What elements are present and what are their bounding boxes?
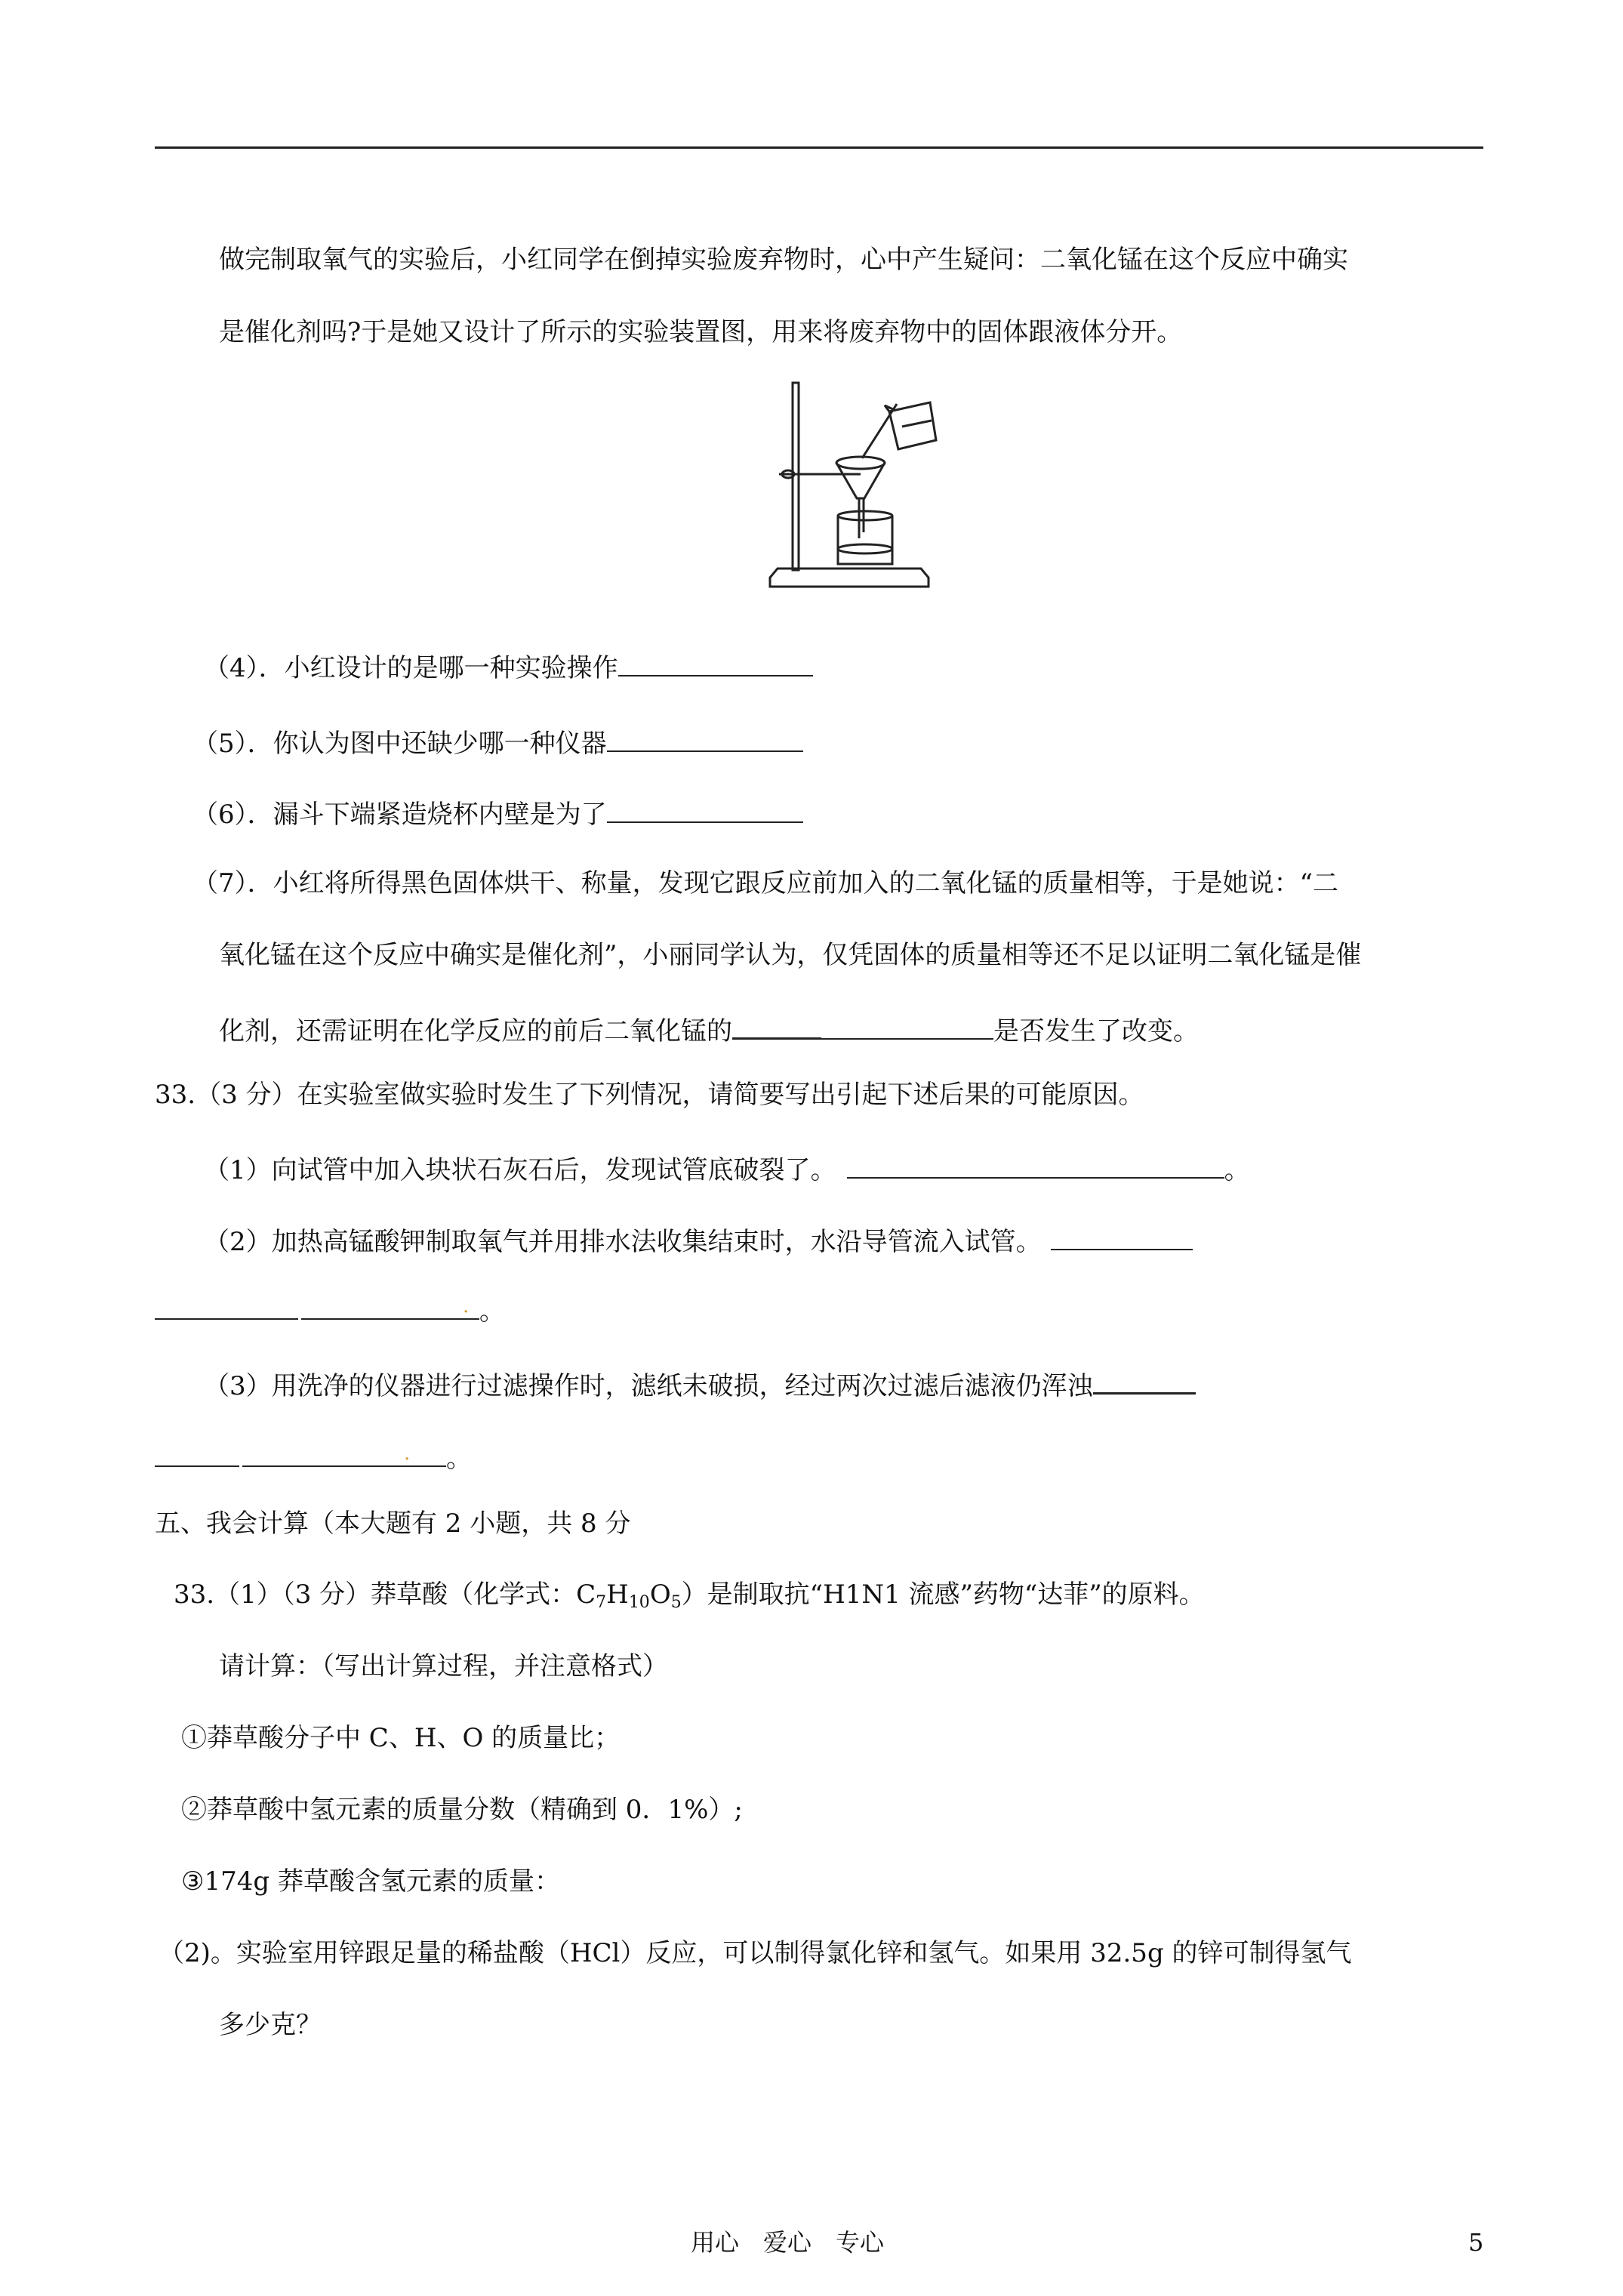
question-5: （5）．你认为图中还缺少哪一种仪器 [192,723,803,760]
answer-blank-5[interactable] [607,723,803,752]
answer-blank-33-3b[interactable] [155,1438,239,1467]
answer-blank-33-2b[interactable] [155,1291,298,1320]
calc-item-2: ②莽草酸中氢元素的质量分数（精确到 0．1%）; [181,1795,743,1825]
filtration-apparatus-figure [762,374,944,600]
intro-line-2: 是催化剂吗?于是她又设计了所示的实验装置图，用来将废弃物中的固体跟液体分开。 [219,317,1183,347]
question-7-line-1: （7）．小红将所得黑色固体烘干、称量，发现它跟反应前加入的二氧化锰的质量相等，于是她说：“二 [192,868,1339,898]
answer-blank-33-2a[interactable] [1051,1222,1193,1250]
question-33-part-2: （2）加热高锰酸钾制取氧气并用排水法收集结束时，水沿导管流入试管。 [204,1222,1193,1259]
answer-blank-4[interactable] [618,648,813,676]
answer-blank-33-3c[interactable]: . [242,1438,446,1467]
question-33-part-1: （1）向试管中加入块状石灰石后，发现试管底破裂了。 。 [204,1150,1250,1187]
question-33-part-3-continued: . 。 [155,1438,472,1475]
question-4: （4）．小红设计的是哪一种实验操作 [204,648,813,685]
question-7-line-3: 化剂，还需证明在化学反应的前后二氧化锰的 是否发生了改变。 [219,1010,1199,1048]
calc-question-2-line-1: （2)。实验室用锌跟足量的稀盐酸（HCl）反应，可以制得氯化锌和氢气。如果用 32.5g 的锌可制得氢气 [159,1938,1352,1968]
question-7-line-2: 氧化锰在这个反应中确实是催化剂”，小丽同学认为，仅凭固体的质量相等还不足以证明二氧化锰是催 [219,940,1362,970]
question-33-part-3: （3）用洗净的仪器进行过滤操作时，滤纸未破损，经过两次过滤后滤液仍浑浊 [204,1365,1196,1403]
header-rule [155,146,1483,149]
page-number: 5 [1468,2228,1484,2257]
question-33-part-2-continued: . 。 [155,1291,505,1328]
question-6: （6）．漏斗下端紧造烧杯内壁是为了 [192,794,803,831]
answer-blank-33-1[interactable] [847,1150,1224,1179]
calc-question-2-line-2: 多少克？ [219,2010,322,2040]
intro-line-1: 做完制取氧气的实验后，小红同学在倒掉实验废弃物时，心中产生疑问：二氧化锰在这个反应中确实 [219,245,1348,275]
answer-blank-33-3a[interactable] [1093,1365,1196,1395]
answer-blank-7a[interactable] [732,1010,821,1040]
calc-question-1: 33.（1）（3 分）莽草酸（化学式：$C_7H_{10}O_5$）是制取抗“H1N1 流感”药物“达菲”的原料。 [174,1579,1205,1612]
answer-blank-7b[interactable] [821,1011,993,1040]
answer-blank-33-2c[interactable]: . [301,1291,479,1320]
calc-item-3: ③174g 莽草酸含氢元素的质量： [181,1866,560,1897]
calc-prompt: 请计算：（写出计算过程，并注意格式） [219,1651,668,1681]
question-33-stem: 33.（3 分）在实验室做实验时发生了下列情况，请简要写出引起下述后果的可能原因。 [155,1080,1144,1110]
answer-blank-6[interactable] [607,794,803,823]
calc-item-1: ①莽草酸分子中 C、H、O 的质量比； [181,1723,621,1753]
section-5-heading: 五、我会计算（本大题有 2 小题，共 8 分 [155,1509,631,1539]
footer-motto: 用心 爱心 专心 [691,2228,885,2257]
